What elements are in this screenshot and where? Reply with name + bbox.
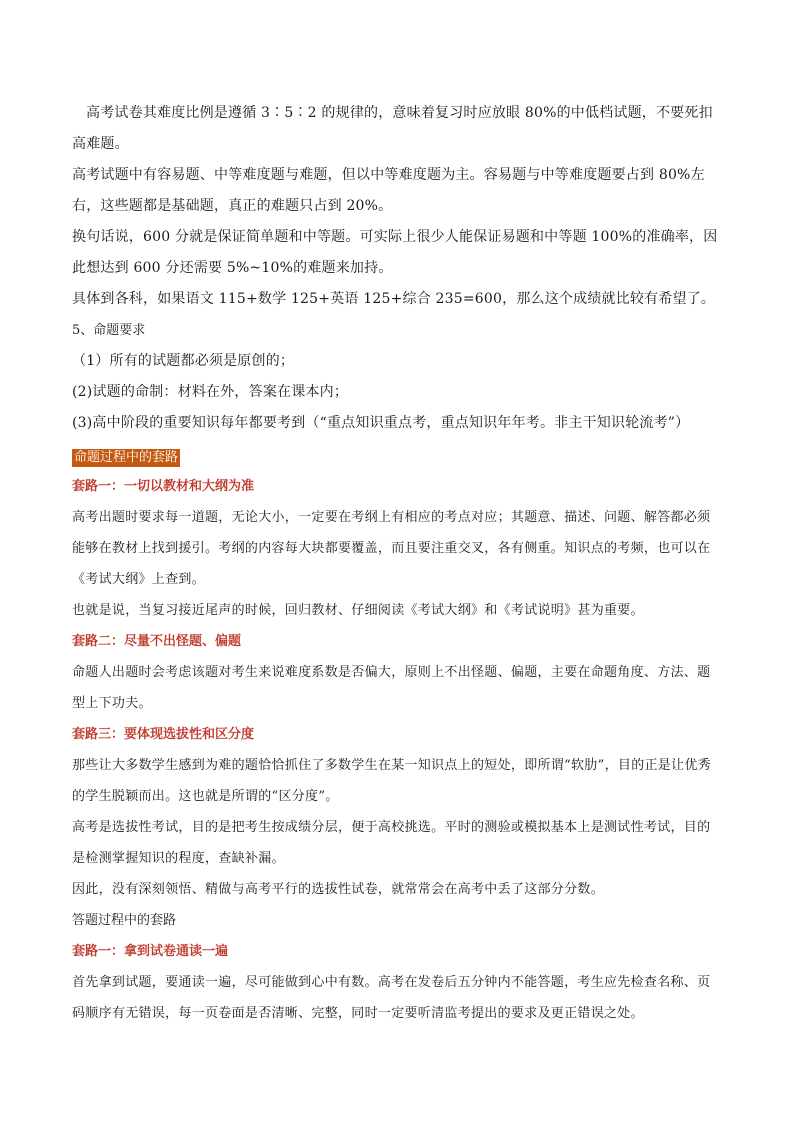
paragraph-question-types: 高考试题中有容易题、中等难度题与难题，但以中等难度题为主。容易题与中等难度题要占到 80%左右，这些题都是基础题，真正的难题只占到 20%。: [72, 167, 705, 214]
routine-1-paragraph-1: 高考出题时要求每一道题，无论大小，一定要在考纲上有相应的考点对应；其题意、描述、问题、解答都必须能够在教材上找到援引。考纲的内容每大块都要覆盖，而且要注重交叉，各有侧重。知识点的考频，也可以在《考试大纲》上查到。: [72, 510, 711, 587]
routine-3-paragraph-3: 因此，没有深刻领悟、精做与高考平行的选拔性试卷，就常常会在高考中丢了这部分分数。: [72, 882, 605, 897]
highlight-title-row: [72, 443, 722, 469]
routine-2-paragraph-1: 命题人出题时会考虑该题对考生来说难度系数是否偏大，原则上不出怪题、偏题，主要在命题角度、方法、题型上下功夫。: [72, 665, 711, 711]
routine-3-paragraph-2: 高考是选拔性考试，目的是把考生按成绩分层，便于高校挑选。平时的测验或模拟基本上是测试性考试，目的是检测掌握知识的程度，查缺补漏。: [72, 820, 711, 866]
answer-routine-1-paragraph-1: 首先拿到试题，要通读一遍，尽可能做到心中有数。高考在发卷后五分钟内不能答题，考生应先检查名称、页码顺序有无错误，每一页卷面是否清晰、完整，同时一定要听清监考提出的要求及更正错误之处。: [72, 975, 711, 1021]
section-5-item-1: （1）所有的试题都必须是原创的；: [72, 353, 295, 369]
paragraph-600-score: 换句话说，600 分就是保证简单题和中等题。可实际上很少人能保证易题和中等题 100%的准确率，因此想达到 600 分还需要 5%~10%的难题来加持。: [72, 229, 718, 276]
paragraph-difficulty-ratio: 高考试卷其难度比例是遵循 3∶5∶2 的规律的，意味着复习时应放眼 80%的中低档试题，不要死扣高难题。: [72, 105, 713, 152]
answer-routine-1-heading: 套路一：拿到试卷通读一遍: [72, 944, 229, 959]
highlight-title: 命题过程中的套路: [74, 450, 179, 465]
paragraph-subject-breakdown: 具体到各科，如果语文 115+数学 125+英语 125+综合 235=600，那么这个成绩就比较有希望了。: [72, 291, 716, 307]
routine-3-heading: 套路三：要体现选拔性和区分度: [72, 727, 255, 742]
routine-1-heading: 套路一：一切以教材和大纲为准: [72, 479, 255, 494]
answer-section-heading: 答题过程中的套路: [72, 913, 177, 928]
section-5-item-2: (2)试题的命制：材料在外，答案在课本内；: [72, 384, 349, 400]
routine-2-heading: 套路二：尽量不出怪题、偏题: [72, 634, 242, 649]
section-5-heading: 5、命题要求: [72, 323, 146, 338]
section-5-item-3: (3)高中阶段的重要知识每年都要考到（“重点知识重点考，重点知识年年考。非主干知识轮流考”）: [72, 415, 690, 431]
routine-1-paragraph-2: 也就是说，当复习接近尾声的时候，回归教材、仔细阅读《考试大纲》和《考试说明》甚为重要。: [72, 603, 644, 618]
document-page: [72, 98, 722, 1029]
routine-3-paragraph-1: 那些让大多数学生感到为难的题恰恰抓住了多数学生在某一知识点上的短处，即所谓“软肋”，目的正是让优秀的学生脱颖而出。这也就是所谓的“区分度”。: [72, 758, 711, 804]
